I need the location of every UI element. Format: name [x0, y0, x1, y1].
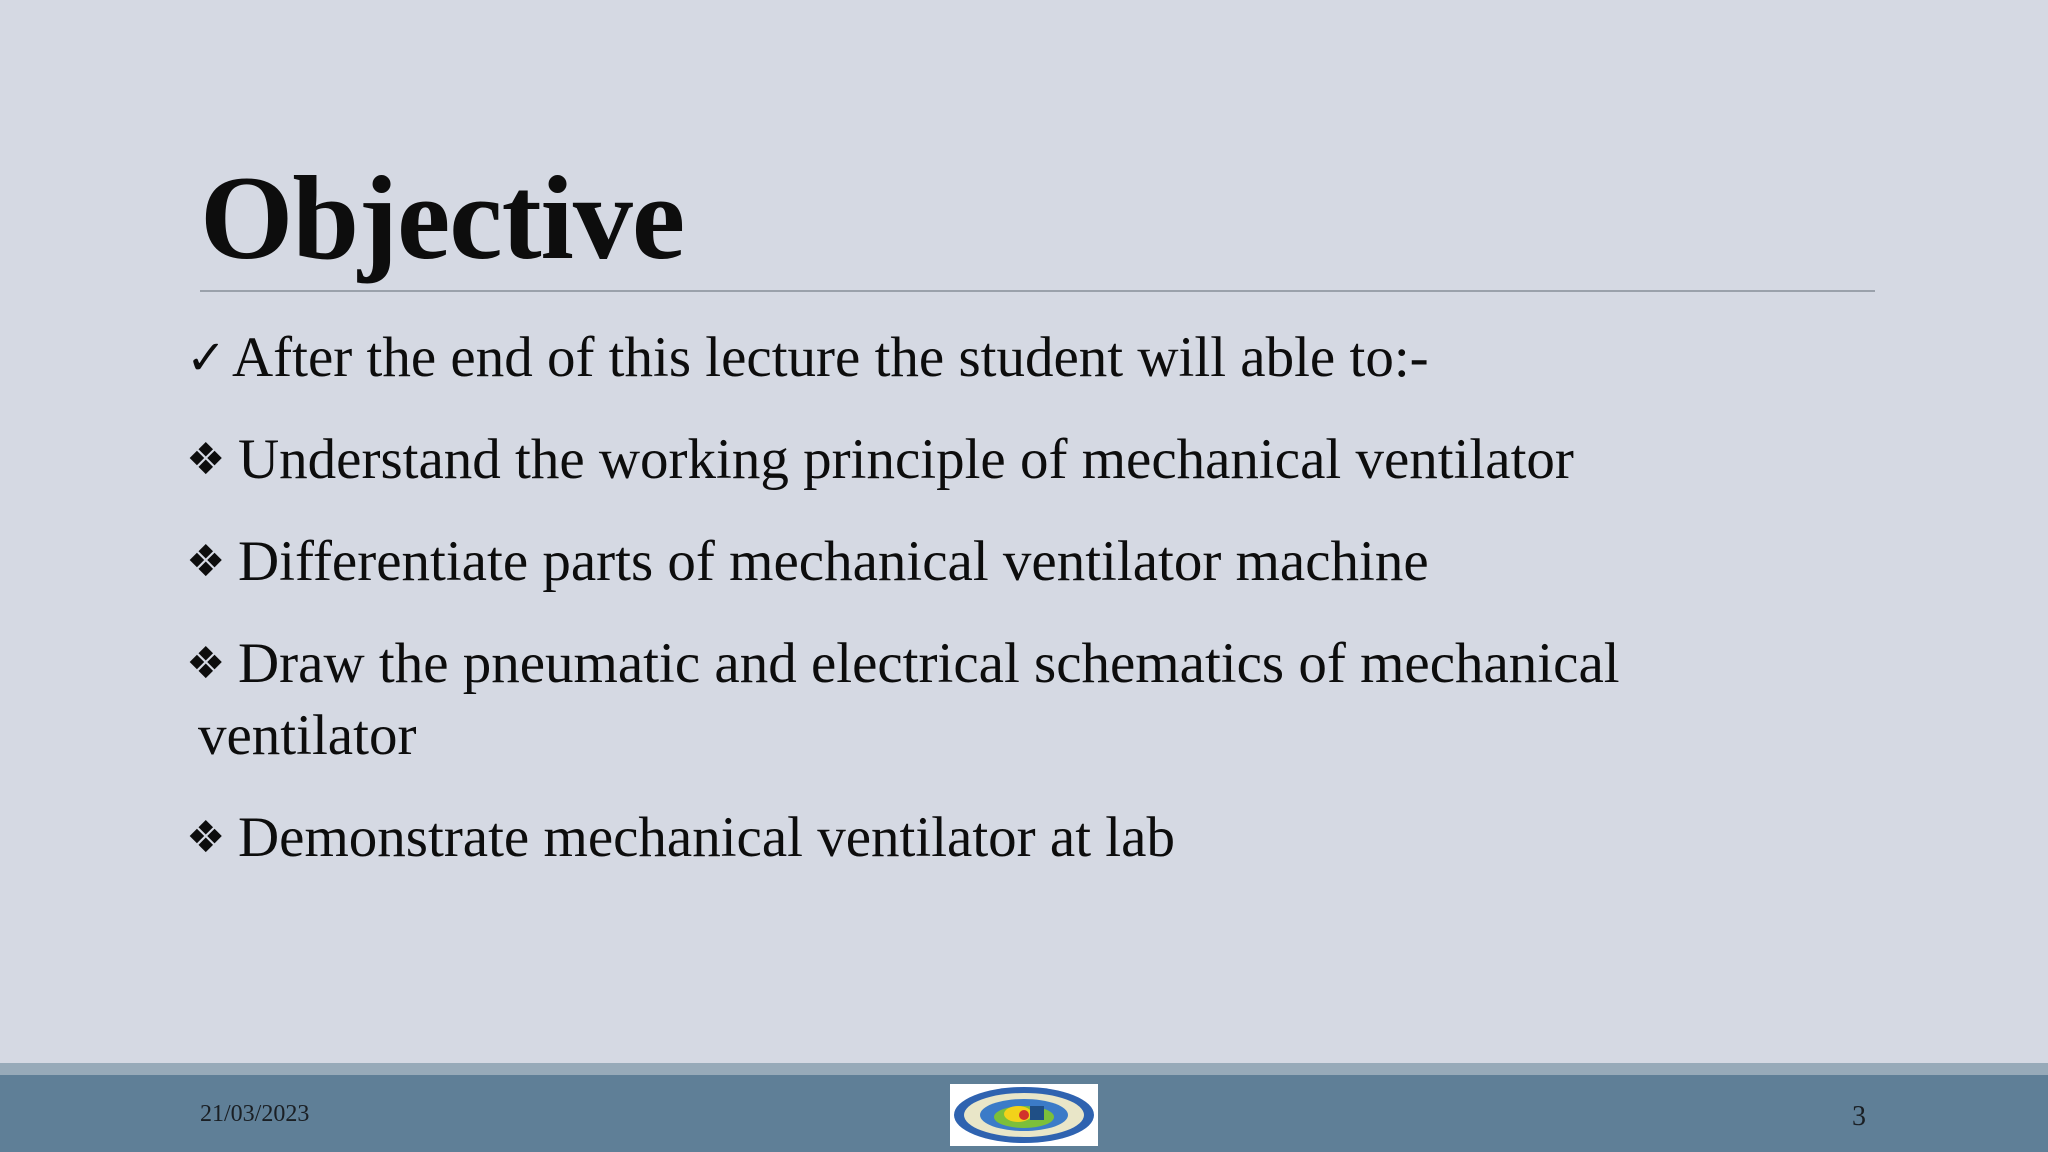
slide-footer	[0, 1075, 2048, 1152]
list-item-continuation: ventilator	[198, 704, 417, 767]
title-divider	[200, 290, 1875, 292]
footer-accent-band	[0, 1063, 2048, 1075]
diamond-bullet-icon: ❖	[186, 536, 226, 587]
list-item-text: Draw the pneumatic and electrical schematics of mechanical	[238, 632, 1620, 695]
objective-list	[186, 322, 1906, 904]
list-item-text: Demonstrate mechanical ventilator at lab	[238, 806, 1175, 869]
diamond-bullet-icon: ❖	[186, 434, 226, 485]
list-item-text: Understand the working principle of mechanical ventilator	[238, 428, 1574, 491]
list-item	[186, 424, 1906, 496]
footer-date: 21/03/2023	[200, 1101, 310, 1127]
list-item	[186, 802, 1906, 874]
list-item	[186, 628, 1906, 772]
page-number: 3	[1852, 1101, 1866, 1132]
checkmark-icon: ✓	[186, 330, 227, 386]
list-item	[186, 526, 1906, 598]
list-item	[186, 322, 1906, 394]
list-item-text: Differentiate parts of mechanical ventilator machine	[238, 530, 1429, 593]
slide-title: Objective	[200, 151, 685, 284]
diamond-bullet-icon: ❖	[186, 638, 226, 689]
university-seal-icon	[950, 1084, 1098, 1146]
diamond-bullet-icon: ❖	[186, 812, 226, 863]
list-item-text: After the end of this lecture the student will able to:-	[232, 326, 1429, 389]
